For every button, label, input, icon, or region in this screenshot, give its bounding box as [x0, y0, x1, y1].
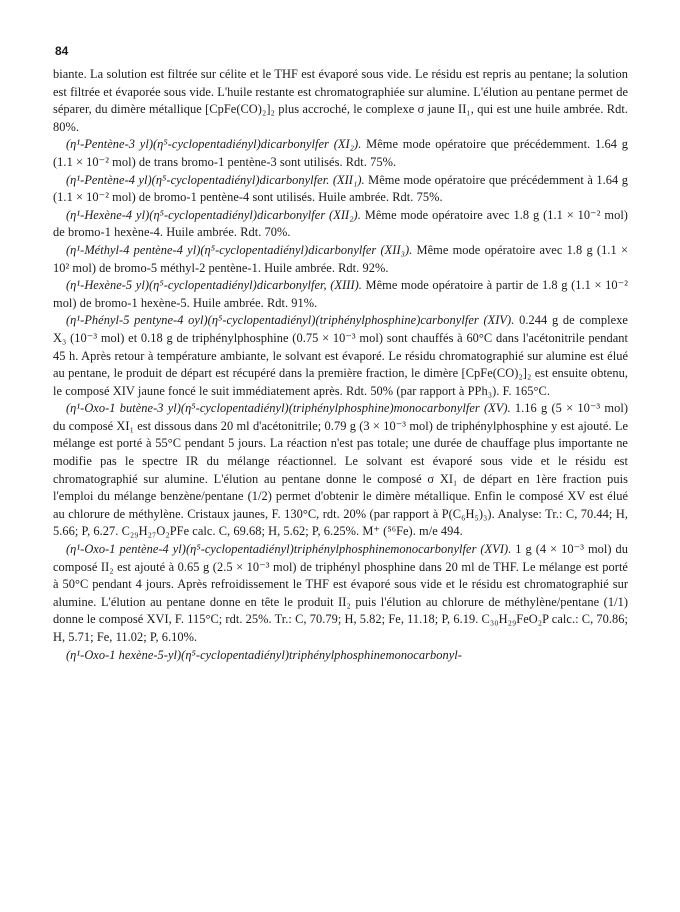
compound-title: (η¹-Méthyl-4 pentène-4 yl)(η⁵-cyclopentadiényl)dicarbonylfer (XII₃). [66, 242, 413, 257]
paragraph-text: 0.244 g de complexe X₃ (10⁻³ mol) et 0.18 g de triphénylphosphine (0.75 × 10⁻³ mol) sont chauffés à 60°C dans l'acétonitrile pendant 45 h. Après retour à température ambiante, le solvant est évaporé. Le résidu chromatographié sur alumine est élué au pentane, le produit de départ est récupéré dans la première fraction, le dimère [CpFe(CO)₂]₂ est ensuite obtenu, le composé XIV jaune foncé le suit immédiatement après. Rdt. 50% (par rapport à PPh₃). F. 165°C. [53, 313, 628, 398]
paragraph-text: Même mode opératoire à partir de 1.8 g (1.1 × 10⁻² mol) de bromo-1 hexène-5. Huile ambrée. Rdt. 91%. [53, 278, 628, 310]
paragraph-p10 [53, 647, 628, 665]
page-number: 84 [55, 44, 69, 58]
paragraph-text: 1 g (4 × 10⁻³ mol) du composé II₂ est ajouté à 0.65 g (2.5 × 10⁻³ mol) de triphényl phosphine dans 20 ml de THF. Le mélange est porté à 50°C pendant 4 jours. Après refroidissement le THF est évaporé sous vide et le résidu est chromatographié sur alumine. L'élution au pentane donne en tête le produit II₂ puis l'élution au chlorure de méthylène/pentane (1/1) donne le composé XVI, F. 115°C; rdt. 25%. Tr.: C, 70.79; H, 5.82; Fe, 11.18; P, 6.19. C₃₀H₂₉FeO₂P calc.: C, 70.86; H, 5.71; Fe, 11.02; P, 6.10%. [53, 542, 628, 644]
compound-title: (η¹-Oxo-1 pentène-4 yl)(η⁵-cyclopentadiényl)triphénylphosphinemonocarbonylfer (XVI). [66, 542, 512, 557]
paragraph-p8 [53, 400, 628, 541]
compound-title: (η¹-Pentène-4 yl)(η⁵-cyclopentadiényl)dicarbonylfer. (XII₁). [66, 172, 365, 187]
paragraph-text: 1.16 g (5 × 10⁻³ mol) du composé XI₁ est dissous dans 20 ml d'acétonitrile; 0.79 g (3 × 10⁻³ mol) de triphénylphosphine y est ajouté. Le mélange est porté à 55°C pendant 5 jours. La réaction n'est pas totale; une durée de chauffage plus importante ne modifie pas le spectre IR du mélange réactionnel. Le solvant est évaporé sous vide et le résidu est chromatographié sur alumine. L'élution au pentane donne le composé σ XI₁ de départ en 1ère fraction puis l'emploi du mélange benzène/pentane (1/2) permet d'obtenir le dimère métallique. Enfin le composé XV est élué au chlorure de méthylène. Cristaux jaunes, F. 130°C, rdt. 20% (par rapport à P(C₆H₅)₃). Analyse: Tr.: C, 70.44; H, 5.66; P, 6.27. C₂₉H₂₇O₂PFe calc. C, 69.68; H, 5.62; P, 6.25%. M⁺ (⁵⁶Fe). m/e 494. [53, 401, 628, 539]
paragraph-text: Même mode opératoire que précédemment à 1.64 g (1.1 × 10⁻² mol) de bromo-1 pentène-4 sont utilisés. Huile ambrée. Rdt. 75%. [53, 172, 628, 205]
compound-title: (η¹-Oxo-1 hexène-5-yl)(η⁵-cyclopentadiényl)triphénylphosphinemonocarbonyl- [66, 647, 462, 662]
compound-title: (η¹-Hexène-5 yl)(η⁵-cyclopentadiényl)dicarbonylfer, (XIII). [66, 278, 362, 293]
compound-title: (η¹-Hexène-4 yl)(η⁵-cyclopentadiényl)dicarbonylfer (XII₂). [66, 207, 361, 222]
paragraph-p3 [53, 172, 628, 207]
paragraph-text: Même mode opératoire avec 1.8 g (1.1 × 10² mol) de bromo-5 méthyl-2 pentène-1. Huile ambrée. Rdt. 92%. [53, 242, 628, 275]
compound-title: (η¹-Oxo-1 butène-3 yl)(η⁵-cyclopentadiényl)(triphénylphosphine)monocarbonylfer (XV). [66, 401, 511, 416]
paragraph-p5 [53, 242, 628, 277]
paragraph-p6 [53, 277, 628, 312]
compound-title: (η¹-Phényl-5 pentyne-4 oyl)(η⁵-cyclopentadiényl)(triphénylphosphine)carbonylfer (XIV). [66, 313, 515, 328]
paragraph-p1 [53, 66, 628, 136]
document-body [53, 66, 628, 664]
compound-title: (η¹-Pentène-3 yl)(η⁵-cyclopentadiényl)dicarbonylfer (XI₂). [66, 137, 362, 152]
paragraph-text: biante. La solution est filtrée sur célite et le THF est évaporé sous vide. Le résidu est repris au pentane; la solution est filtrée et évaporée sous vide. L'huile restante est chromatographiée sur alumine. L'élution au pentane permet de séparer, du dimère métallique [CpFe(CO)₂]₂ plus accroché, le complexe σ jaune II₁, qui est une huile ambrée. Rdt. 80%. [53, 67, 628, 134]
paragraph-p9 [53, 541, 628, 647]
paragraph-text: Même mode opératoire avec 1.8 g (1.1 × 10⁻² mol) de bromo-1 hexène-4. Huile ambrée. Rdt. 70%. [53, 207, 628, 240]
paragraph-text: Même mode opératoire que précédemment. 1.64 g (1.1 × 10⁻² mol) de trans bromo-1 pentène-3 sont utilisés. Rdt. 75%. [53, 137, 629, 169]
paragraph-p7 [53, 312, 628, 400]
paragraph-p4 [53, 207, 628, 242]
paragraph-p2 [53, 136, 628, 171]
